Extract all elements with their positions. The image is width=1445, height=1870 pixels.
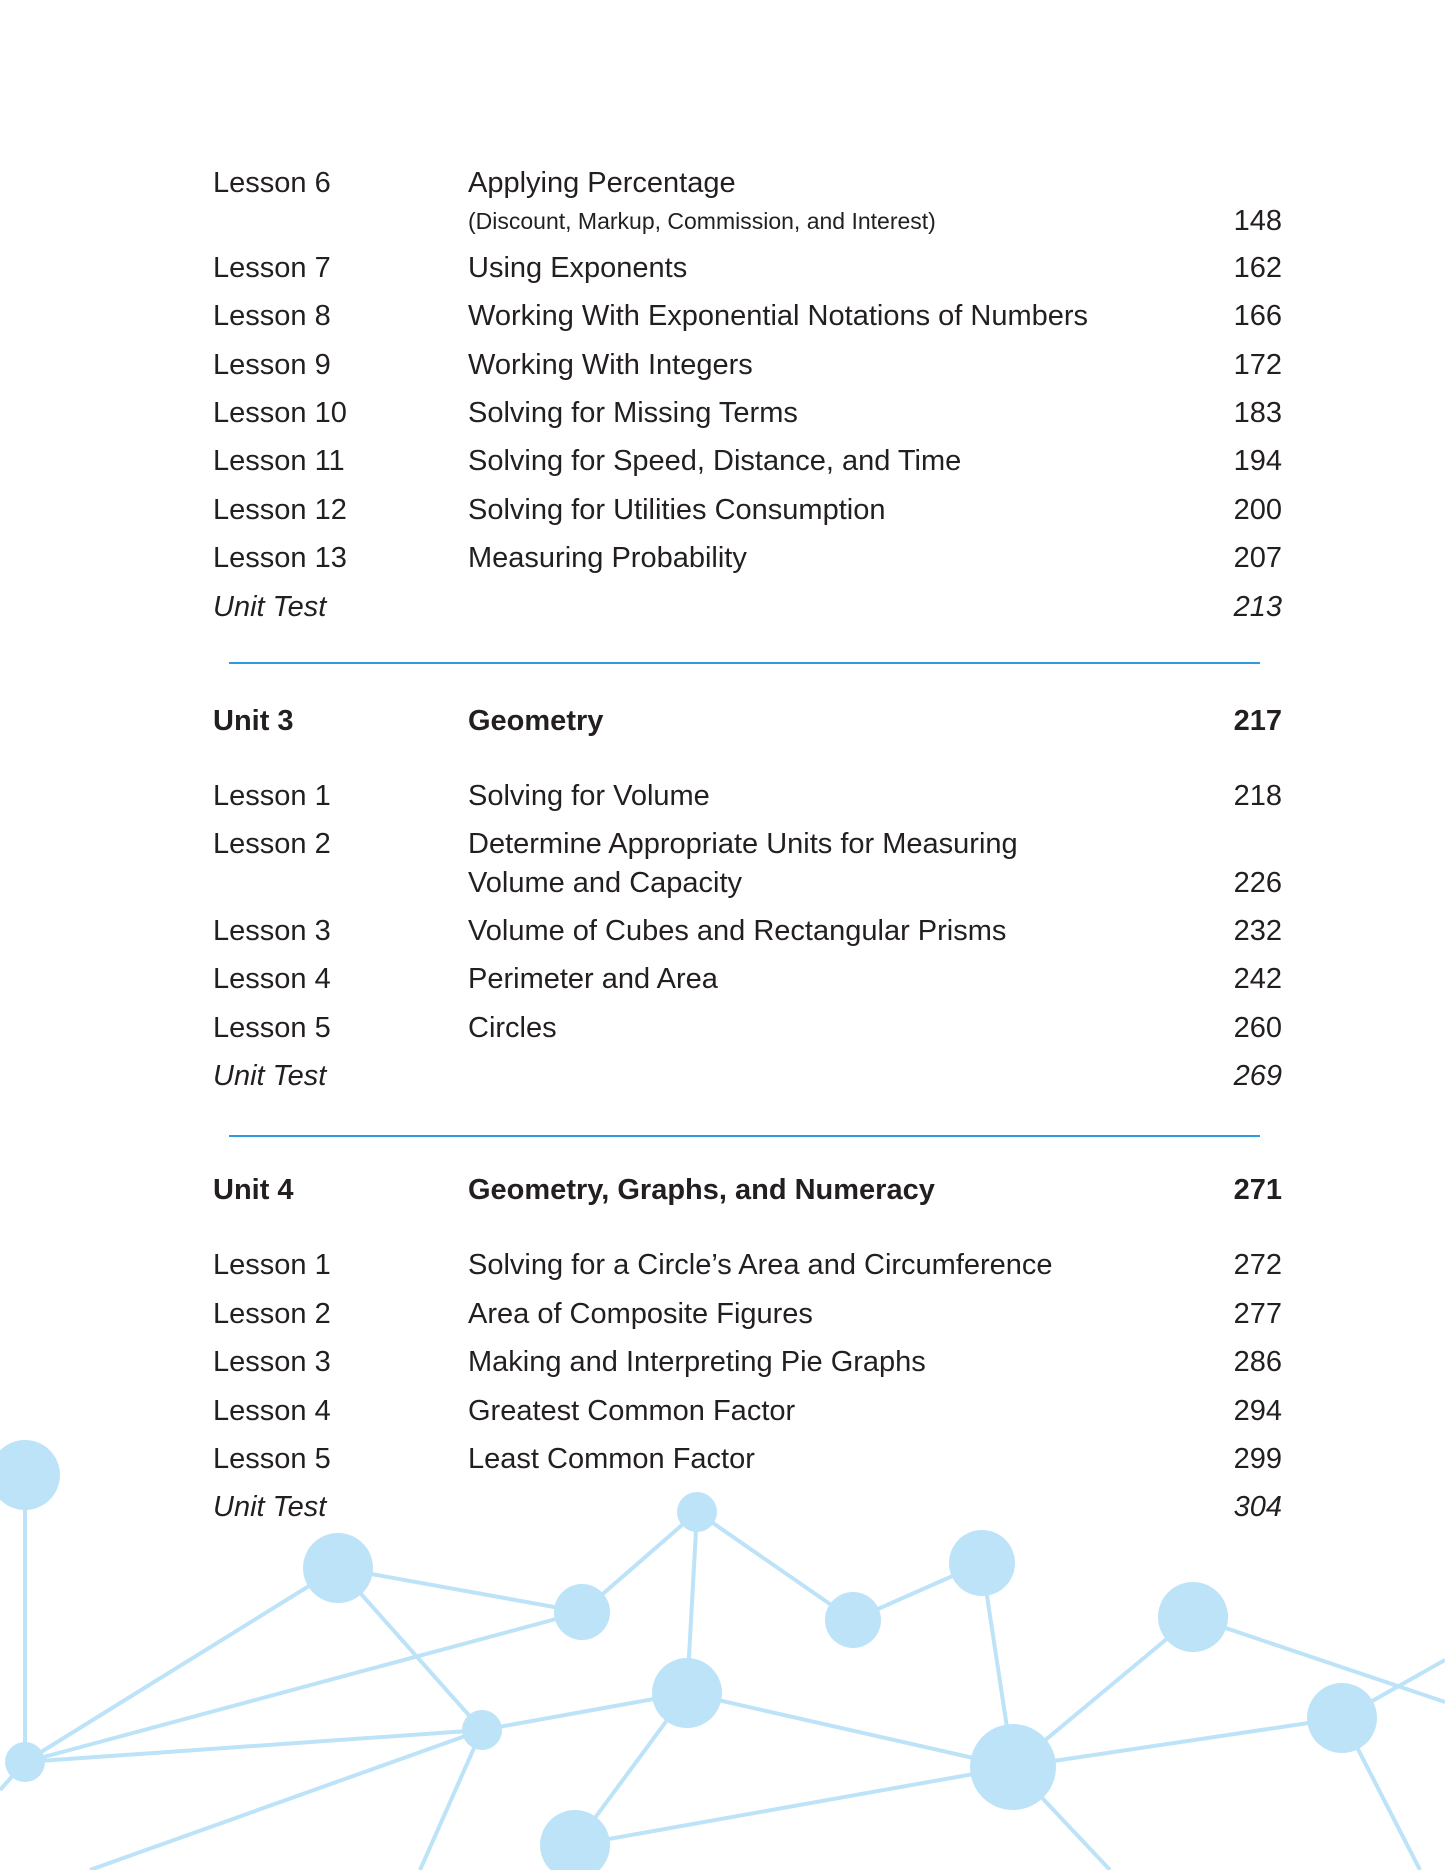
page-number: 213 [1233,591,1282,623]
unit-label: Unit 3 [213,705,294,737]
toc-entry-lesson-2 [0,824,1445,864]
page-number: 271 [1233,1174,1282,1206]
page-number: 226 [1233,867,1282,899]
toc-entry-lesson-5 [0,1439,1445,1479]
lesson-label: Lesson 13 [213,542,347,574]
lesson-label: Lesson 4 [213,1395,331,1427]
lesson-label: Lesson 10 [213,397,347,429]
toc-entry-lesson-10 [0,393,1445,433]
lesson-title: Making and Interpreting Pie Graphs [468,1346,926,1378]
lesson-title: Circles [468,1012,557,1044]
page-number: 183 [1233,397,1282,429]
toc-entry-lesson-6 [0,163,1445,203]
lesson-label: Lesson 9 [213,349,331,381]
toc-entry-lesson-6-sub [0,201,1445,241]
lesson-label: Lesson 3 [213,915,331,947]
toc-entry-lesson-11 [0,441,1445,481]
unit-test-label: Unit Test [213,1491,327,1523]
toc-entry-lesson-2-cont [0,863,1445,903]
unit-test-label: Unit Test [213,591,327,623]
unit-test-label: Unit Test [213,1060,327,1092]
toc-entry-lesson-3 [0,911,1445,951]
unit-title: Geometry [468,705,604,737]
lesson-title: Using Exponents [468,252,688,284]
toc-entry-unit-test [0,587,1445,627]
section-divider [229,1135,1260,1137]
toc-entry-lesson-3 [0,1342,1445,1382]
page-number: 272 [1233,1249,1282,1281]
lesson-label: Lesson 1 [213,1249,331,1281]
lesson-title: Solving for a Circle’s Area and Circumference [468,1249,1053,1281]
page-number: 286 [1233,1346,1282,1378]
page-number: 260 [1233,1012,1282,1044]
toc-entry-lesson-5 [0,1008,1445,1048]
page-number: 207 [1233,542,1282,574]
lesson-label: Lesson 4 [213,963,331,995]
lesson-label: Lesson 12 [213,494,347,526]
lesson-title: Working With Exponential Notations of Numbers [468,300,1089,332]
page-number: 200 [1233,494,1282,526]
lesson-title: Perimeter and Area [468,963,718,995]
page-number: 217 [1233,705,1282,737]
toc-entry-lesson-7 [0,248,1445,288]
page-number: 162 [1233,252,1282,284]
toc-entry-lesson-13 [0,538,1445,578]
toc-entry-lesson-1 [0,776,1445,816]
page-number: 242 [1233,963,1282,995]
lesson-label: Lesson 6 [213,167,331,199]
toc-entry-lesson-4 [0,959,1445,999]
toc-entry-lesson-1 [0,1245,1445,1285]
unit-heading-4 [0,1170,1445,1210]
page-number: 218 [1233,780,1282,812]
lesson-title-continued: Volume and Capacity [468,867,743,899]
toc-entry-lesson-4 [0,1391,1445,1431]
lesson-title: Area of Composite Figures [468,1298,813,1330]
lesson-title: Solving for Speed, Distance, and Time [468,445,962,477]
page-number: 148 [1233,205,1282,237]
lesson-title: Applying Percentage [468,167,736,199]
page-number: 294 [1233,1395,1282,1427]
section-divider [229,662,1260,664]
lesson-title: Determine Appropriate Units for Measuring [468,828,1018,860]
toc-entry-lesson-8 [0,296,1445,336]
lesson-subtitle: (Discount, Markup, Commission, and Interest) [468,208,936,234]
lesson-label: Lesson 5 [213,1443,331,1475]
lesson-label: Lesson 3 [213,1346,331,1378]
page-number: 304 [1233,1491,1282,1523]
lesson-title: Solving for Missing Terms [468,397,798,429]
lesson-title: Solving for Volume [468,780,710,812]
toc-entry-lesson-12 [0,490,1445,530]
page-number: 194 [1233,445,1282,477]
toc-entry-lesson-9 [0,345,1445,385]
lesson-title: Working With Integers [468,349,753,381]
lesson-label: Lesson 8 [213,300,331,332]
lesson-label: Lesson 11 [213,445,345,477]
lesson-label: Lesson 2 [213,828,331,860]
lesson-title: Solving for Utilities Consumption [468,494,886,526]
toc-entry-unit-test [0,1487,1445,1527]
lesson-label: Lesson 5 [213,1012,331,1044]
lesson-label: Lesson 1 [213,780,331,812]
lesson-label: Lesson 2 [213,1298,331,1330]
page-number: 299 [1233,1443,1282,1475]
lesson-title: Volume of Cubes and Rectangular Prisms [468,915,1007,947]
lesson-title: Measuring Probability [468,542,747,574]
page-number: 172 [1233,349,1282,381]
lesson-title: Least Common Factor [468,1443,755,1475]
page-number: 269 [1233,1060,1282,1092]
page-number: 232 [1233,915,1282,947]
page-number: 166 [1233,300,1282,332]
lesson-title: Greatest Common Factor [468,1395,796,1427]
toc-entry-unit-test [0,1056,1445,1096]
unit-label: Unit 4 [213,1174,294,1206]
unit-heading-3 [0,701,1445,741]
toc-entry-lesson-2 [0,1294,1445,1334]
page-number: 277 [1233,1298,1282,1330]
lesson-label: Lesson 7 [213,252,331,284]
unit-title: Geometry, Graphs, and Numeracy [468,1174,935,1206]
